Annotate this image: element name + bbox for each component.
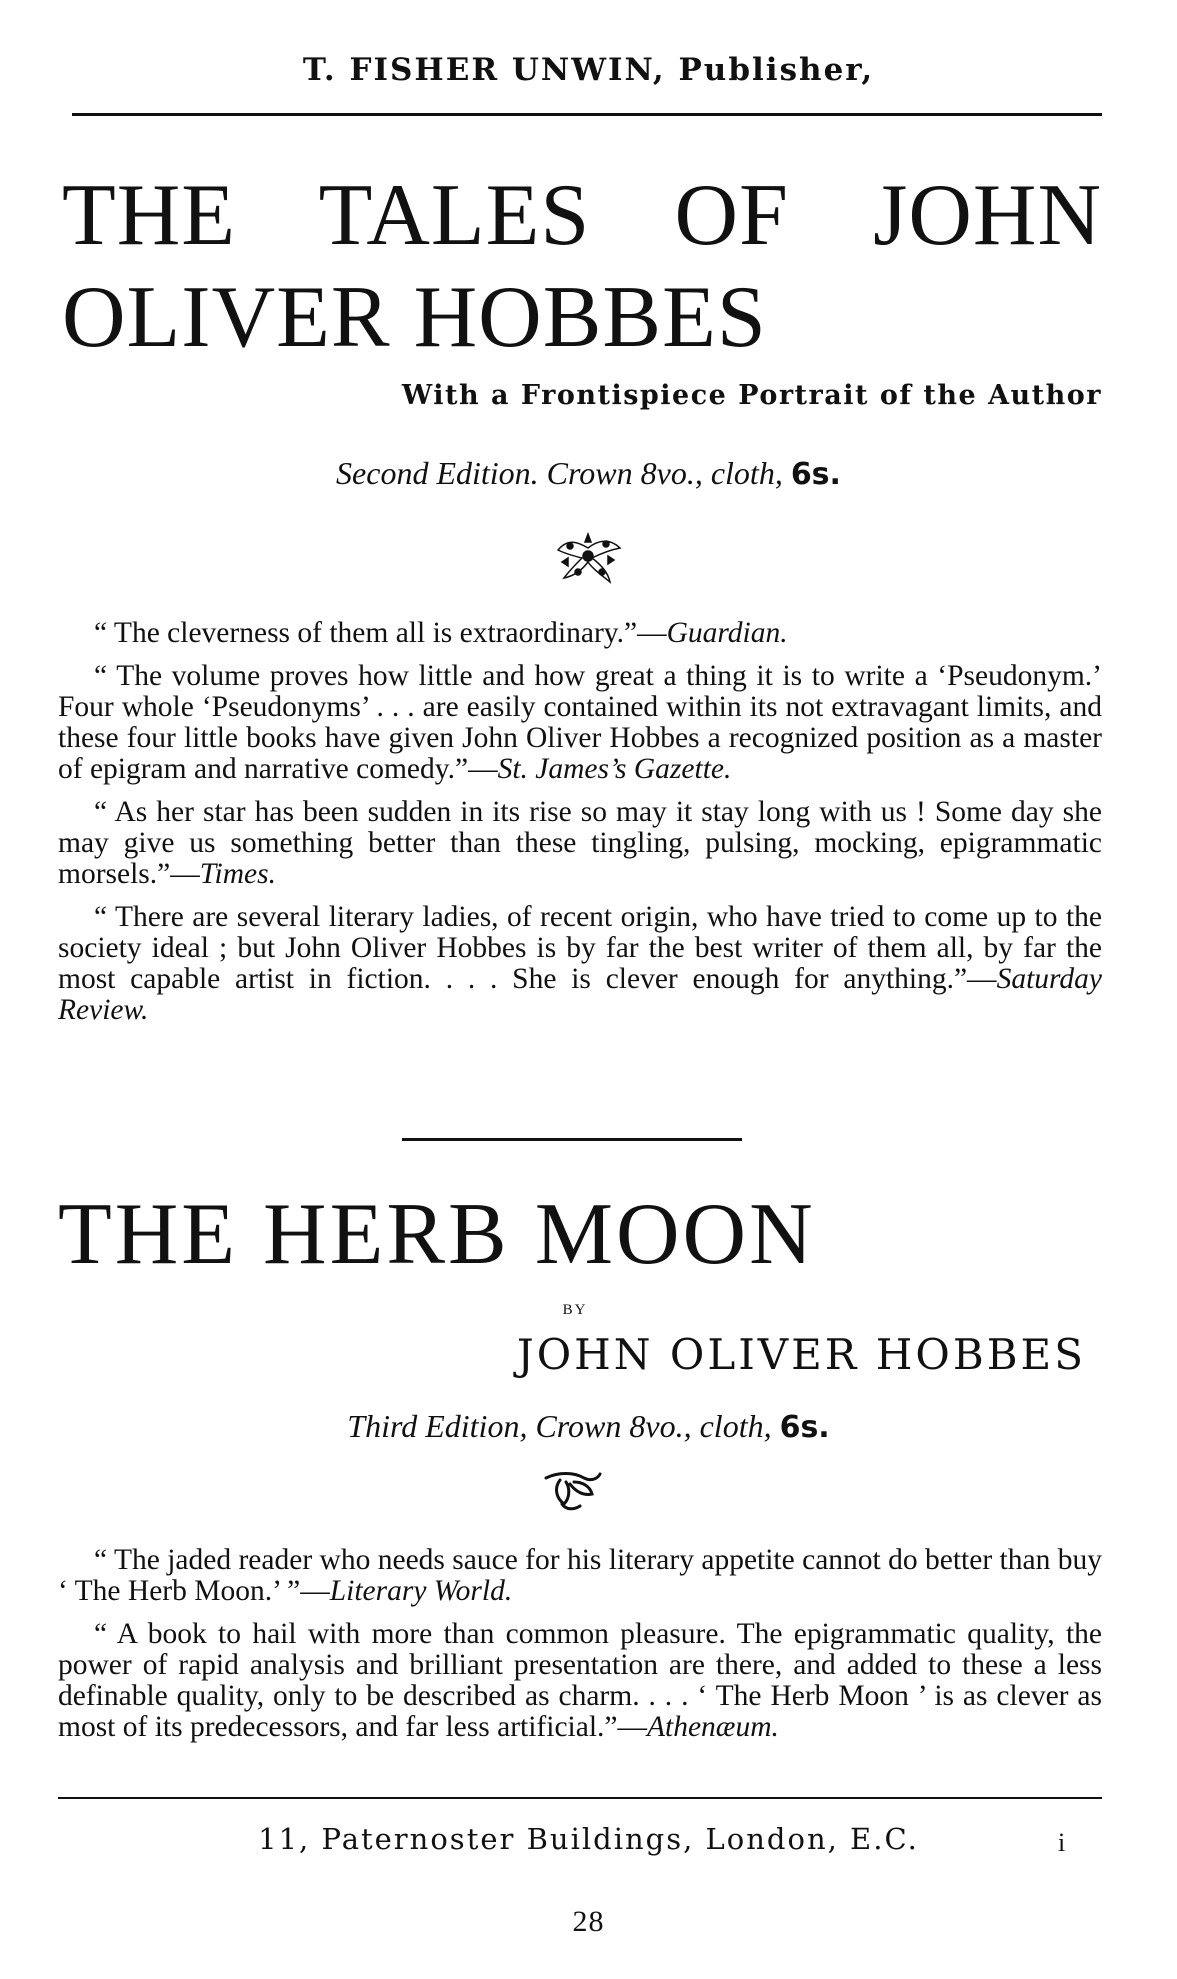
- book2-by: BY: [562, 1302, 588, 1318]
- review-source: Saturday Review.: [58, 963, 1102, 1026]
- top-rule: [72, 113, 1102, 116]
- book1-subtitle: With a Frontispiece Portrait of the Author: [401, 380, 1102, 411]
- book1-edition: Second Edition. Crown 8vo., cloth,: [336, 455, 783, 491]
- floral-ornament-icon: [548, 528, 628, 588]
- review-source: Athenæum.: [647, 1711, 779, 1743]
- leaf-ornament-icon: [540, 1470, 604, 1514]
- book2-edition-line: [0, 1408, 1177, 1445]
- review-text: “ A book to hail with more than common pleasure. The epigrammatic quality, the power of rapid analysis and brilliant presentation are there, and added to these a less definable quality, only to be described as charm. . . . ‘ The Herb Moon ’ is as clever as most of its predecessors, and far less artificial.”—: [58, 1618, 1102, 1743]
- review-item: [58, 661, 1102, 785]
- review-source: Times.: [199, 858, 276, 890]
- book2-reviews: [58, 1545, 1102, 1755]
- book1-title: [62, 165, 1102, 369]
- review-item: [58, 618, 1102, 649]
- review-item: [58, 797, 1102, 890]
- book2-price: 6s.: [779, 1410, 830, 1445]
- review-text: “ There are several literary ladies, of recent origin, who have tried to come up to the society ideal ; but John Oliver Hobbes is by far the best writer of them all, by far the most capable artist in fiction. . . . She is clever enough for anything.”—: [58, 901, 1102, 995]
- review-item: [58, 902, 1102, 1026]
- review-source: Literary World.: [329, 1575, 513, 1607]
- book2-title: THE HERB MOON: [58, 1186, 816, 1283]
- bottom-rule: [58, 1797, 1102, 1799]
- book1-price: 6s.: [790, 457, 841, 492]
- book1-edition-line: [0, 455, 1177, 492]
- book1-reviews: [58, 618, 1102, 1038]
- page-number: 28: [572, 1905, 605, 1938]
- review-source: St. James’s Gazette.: [497, 753, 732, 785]
- publisher-address: 11, Paternoster Buildings, London, E.C.: [258, 1822, 919, 1856]
- review-text: “ The volume proves how little and how great a thing it is to write a ‘Pseudonym.’ Four whole ‘Pseudonyms’ . . . are easily contained within its not extravagant limits, and these four little books have given John Oliver Hobbes a recognized position as a master of epigram and narrative comedy.”—: [58, 660, 1102, 785]
- publisher-header: T. FISHER UNWIN, Publisher,: [302, 52, 875, 88]
- signature-mark: i: [1058, 1828, 1066, 1857]
- book2-edition: Third Edition, Crown 8vo., cloth,: [347, 1408, 772, 1444]
- review-text: “ The cleverness of them all is extraordinary.”—: [94, 617, 667, 649]
- review-item: [58, 1619, 1102, 1743]
- book1-title-line1: THE TALES OF JOHN: [62, 167, 1102, 264]
- review-source: Guardian.: [666, 617, 788, 649]
- book1-title-line2: OLIVER HOBBES: [62, 269, 767, 366]
- section-divider: [402, 1138, 742, 1141]
- review-item: [58, 1545, 1102, 1607]
- review-text: “ As her star has been sudden in its rise so may it stay long with us ! Some day she may give us something better than these tingling, pulsing, mocking, epigrammatic morsels.”—: [58, 796, 1102, 890]
- book2-author: JOHN OLIVER HOBBES: [516, 1330, 1086, 1379]
- review-text: “ The jaded reader who needs sauce for his literary appetite cannot do better than buy ‘ The Herb Moon.’ ”—: [58, 1544, 1102, 1607]
